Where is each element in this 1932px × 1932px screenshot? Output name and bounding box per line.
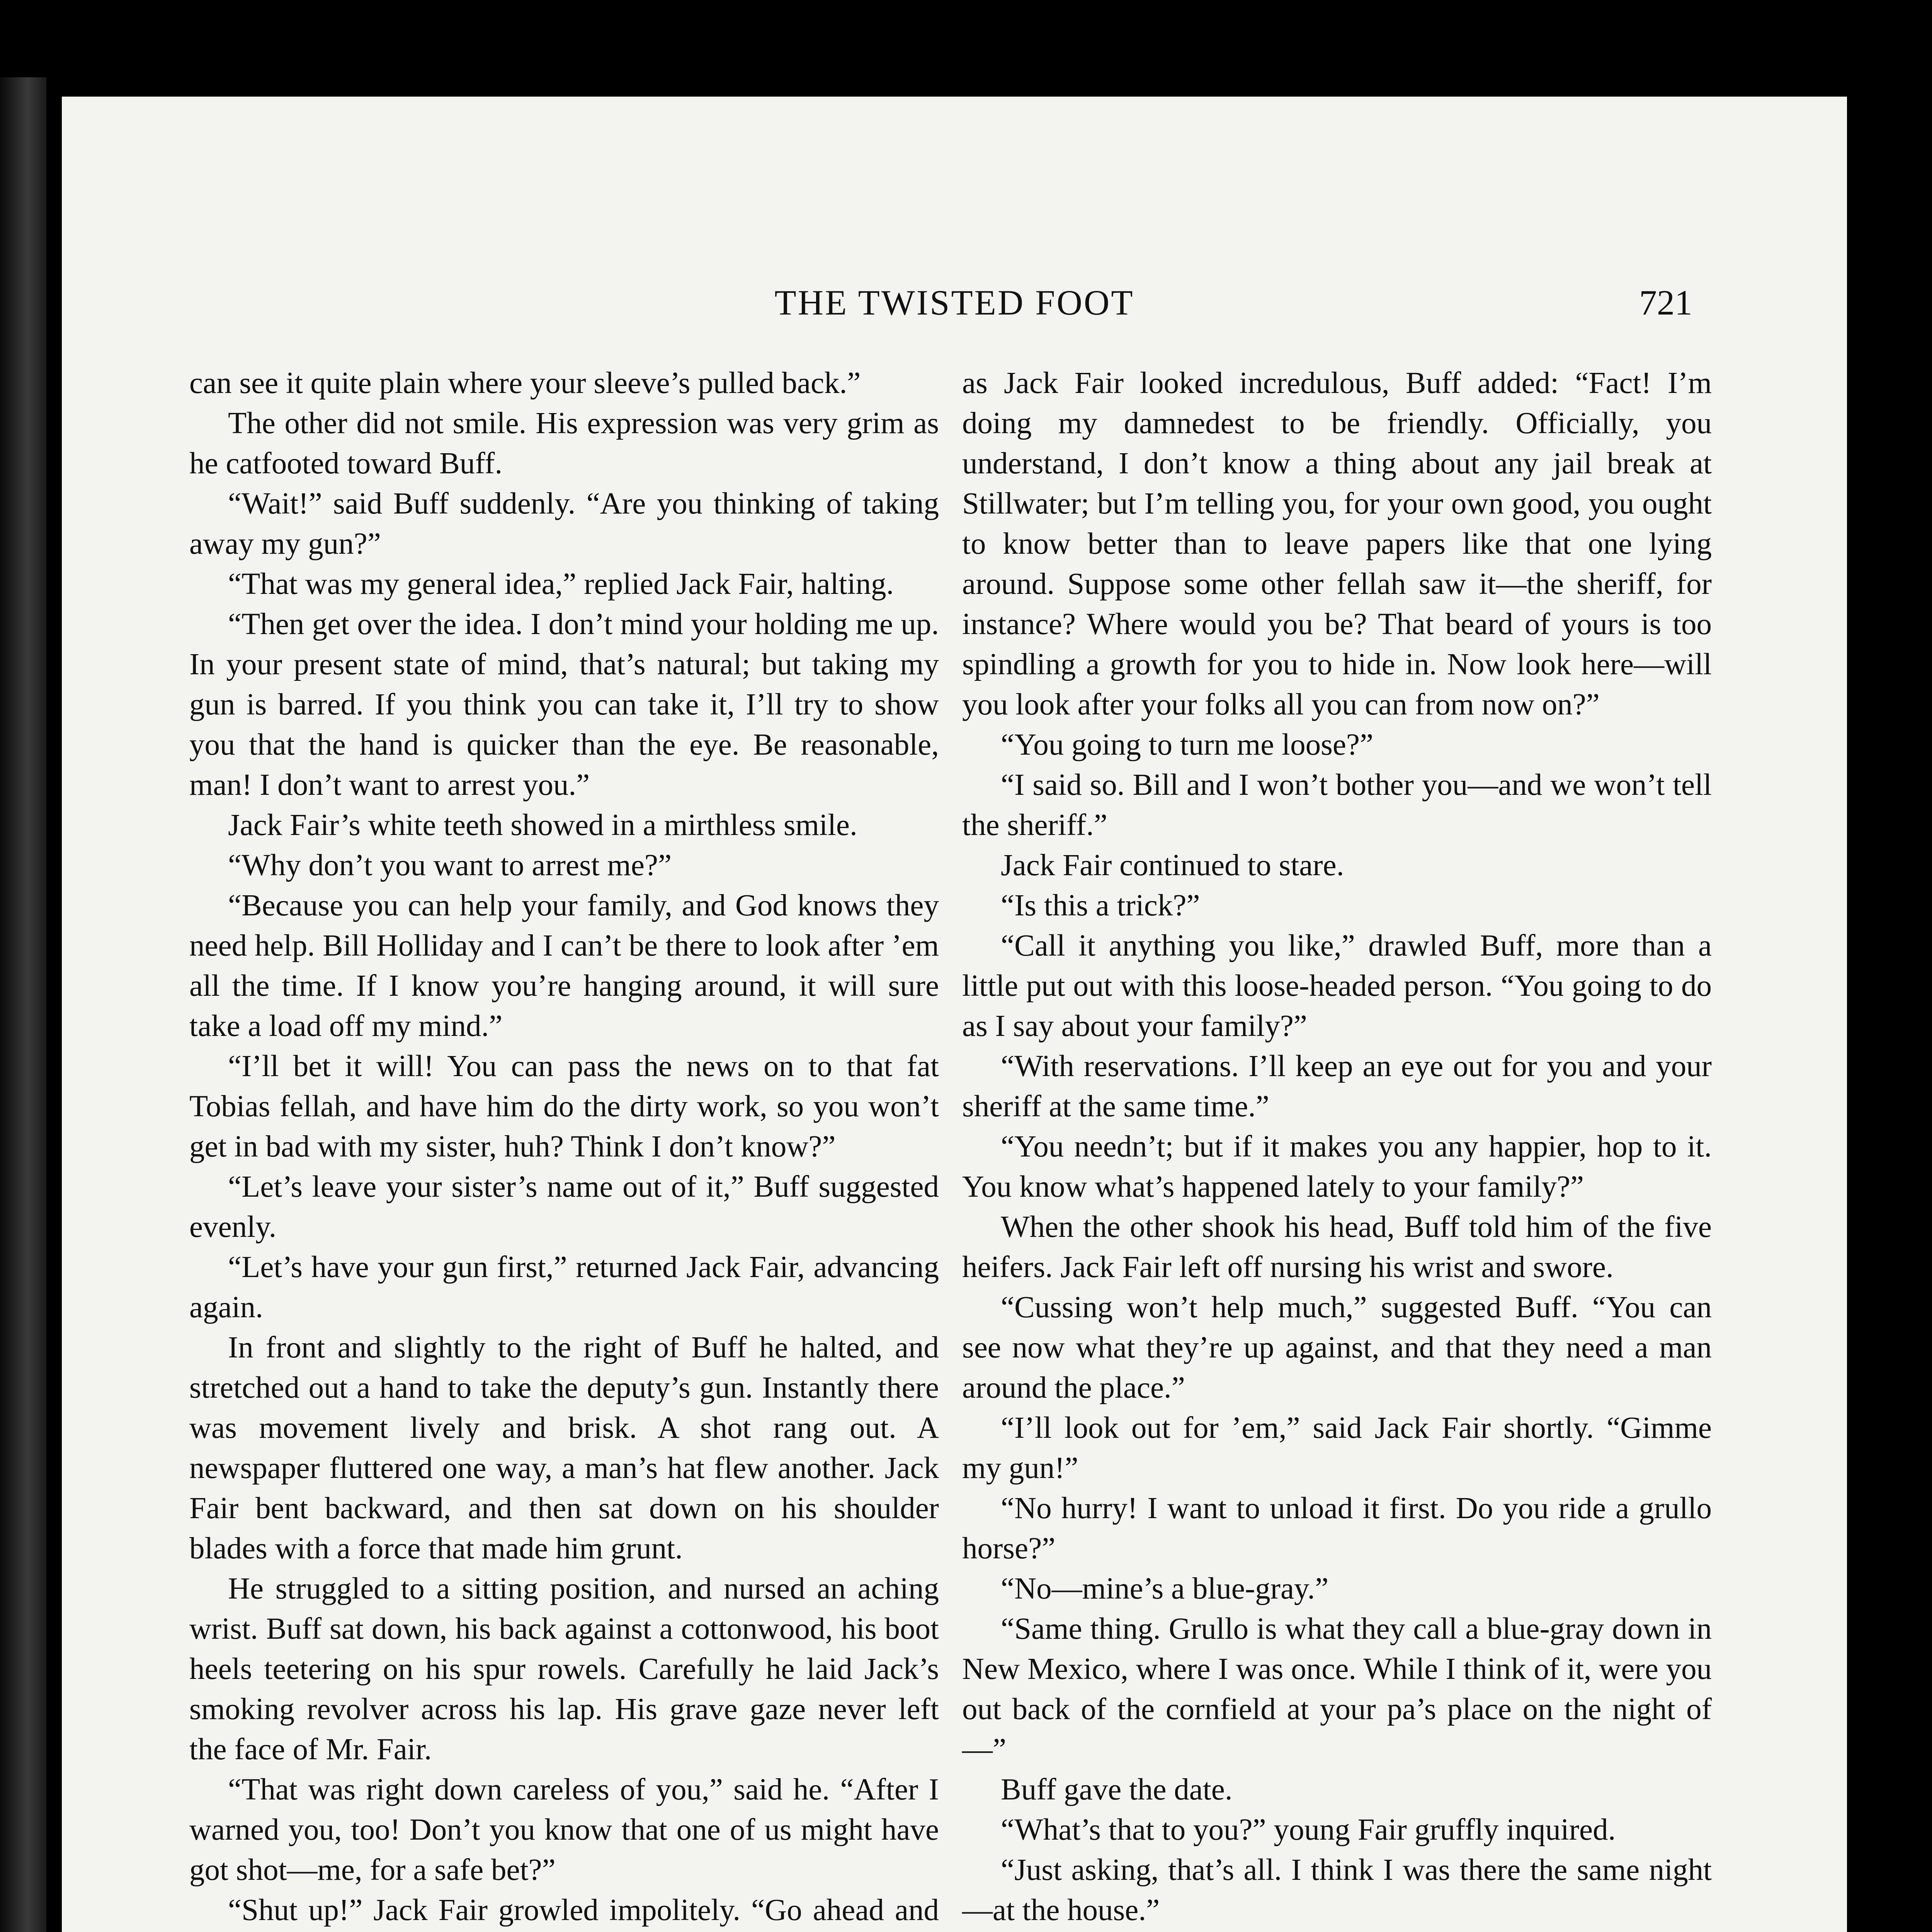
book-spine: [0, 77, 46, 1932]
paragraph: In front and slightly to the right of Buff he halted, and stretched out a hand to take the deputy’s gun. Instantly there was movement lively and brisk. A shot rang out. A newspaper fluttered one way, a man’s hat flew another. Jack Fair bent backward, and then sat down on his shoulder blades with a force that made him grunt.: [189, 1331, 939, 1565]
paragraph: “Then get over the idea. I don’t mind your holding me up. In your present state of mind, that’s natural; but taking my gun is barred. If you think you can take it, I’ll try to show you that the hand is quicker than the eye. Be reasonable, man! I don’t want to arrest you.”: [189, 607, 939, 802]
paragraph: “Just asking, that’s all. I think I was there the same night—at the house.”: [962, 1853, 1712, 1927]
paragraph: He struggled to a sitting position, and nursed an aching wrist. Buff sat down, his back against a cottonwood, his boot heels teetering on his spur rowels. Carefully he laid Jack’s smoking revolver across his lap. His grave gaze never left the face of Mr. Fair.: [189, 1572, 939, 1766]
page-header: [62, 282, 1847, 336]
paragraph: “No hurry! I want to unload it first. Do you ride a grullo horse?”: [962, 1492, 1712, 1565]
paragraph: can see it quite plain where your sleeve’s pulled back.”: [189, 366, 861, 400]
paragraph: “Shut up!” Jack Fair growled impolitely. “Go ahead and: [228, 1893, 939, 1927]
paragraph: as Jack Fair looked incredulous, Buff added: “Fact! I’m doing my damnedest to be friendly. Officially, you understand, I don’t know a thing about any jail break at Stillwater; but I’m telling you, for your own good, you ought to know better than to leave papers like that one lying around. Suppose some other fellah saw it—the sheriff, for instance? Where would you be? That beard of yours is too spindling a growth for you to hide in. Now look here—will you look after your folks all you can from now on?”: [962, 366, 1712, 721]
paragraph: “What’s that to you?” young Fair gruffly inquired.: [1001, 1813, 1616, 1847]
paragraph: “I’ll bet it will! You can pass the news on to that fat Tobias fellah, and have him do the dirty work, so you won’t get in bad with my sister, huh? Think I don’t know?”: [189, 1049, 939, 1163]
paragraph: Jack Fair continued to stare.: [1001, 849, 1344, 882]
paragraph: When the other shook his head, Buff told him of the five heifers. Jack Fair left off nursing his wrist and swore.: [962, 1210, 1712, 1284]
running-title: THE TWISTED FOOT: [774, 283, 1134, 322]
right-text-column: [962, 363, 1712, 1932]
paragraph: The other did not smile. His expression was very grim as he catfooted toward Buff.: [189, 406, 939, 480]
paragraph: “Let’s leave your sister’s name out of it,” Buff suggested evenly.: [189, 1170, 939, 1244]
paragraph: “You going to turn me loose?”: [1001, 728, 1374, 762]
paragraph: “Because you can help your family, and God knows they need help. Bill Holliday and I can’t be there to look after ’em all the time. If I know you’re hanging around, it will sure take a load off my mind.”: [189, 889, 939, 1043]
paragraph: [962, 1930, 1712, 1932]
paragraph: “Cussing won’t help much,” suggested Buff. “You can see now what they’re up against, and that they need a man around the place.”: [962, 1291, 1712, 1405]
paragraph: “I’ll look out for ’em,” said Jack Fair shortly. “Gimme my gun!”: [962, 1411, 1712, 1485]
page-number: 721: [1639, 283, 1692, 322]
left-text-column: [189, 363, 939, 1932]
paragraph: “With reservations. I’ll keep an eye out for you and your sheriff at the same time.”: [962, 1049, 1712, 1123]
book-page: [62, 97, 1847, 1932]
paragraph: “That was my general idea,” replied Jack Fair, halting.: [228, 567, 894, 601]
paragraph: “Is this a trick?”: [1001, 889, 1200, 922]
paragraph: “Same thing. Grullo is what they call a blue-gray down in New Mexico, where I was once. While I think of it, were you out back of the cornfield at your pa’s place on the night of—”: [962, 1612, 1712, 1766]
paragraph: “Call it anything you like,” drawled Buff, more than a little put out with this loose-headed person. “You going to do as I say about your family?”: [962, 929, 1712, 1043]
paragraph: “No—mine’s a blue-gray.”: [1001, 1572, 1329, 1605]
paragraph: Buff gave the date.: [1001, 1773, 1233, 1806]
paragraph: “That was right down careless of you,” said he. “After I warned you, too! Don’t you know that one of us might have got shot—me, for a safe bet?”: [189, 1773, 939, 1887]
paragraph: “I said so. Bill and I won’t bother you—and we won’t tell the sheriff.”: [962, 768, 1712, 842]
paragraph: “Let’s have your gun first,” returned Jack Fair, advancing again.: [189, 1250, 939, 1324]
paragraph: “Why don’t you want to arrest me?”: [228, 849, 672, 882]
paragraph: “Wait!” said Buff suddenly. “Are you thinking of taking away my gun?”: [189, 487, 939, 561]
paragraph: Jack Fair’s white teeth showed in a mirthless smile.: [228, 808, 857, 842]
paragraph: “You needn’t; but if it makes you any happier, hop to it. You know what’s happened lately to your family?”: [962, 1130, 1712, 1204]
